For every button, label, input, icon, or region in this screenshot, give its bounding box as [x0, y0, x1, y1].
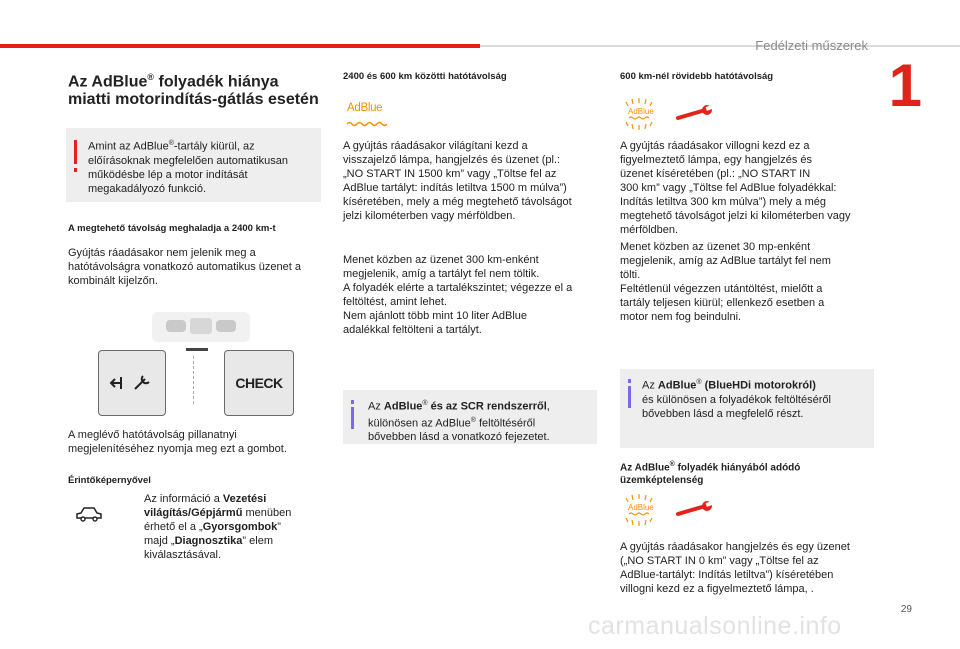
red-wrench-icon [676, 104, 716, 122]
adblue-icon-label: AdBlue [628, 107, 654, 116]
range-under-600-heading: 600 km-nél rövidebb hatótávolság [620, 71, 774, 82]
adblue-warning-icon [347, 102, 395, 128]
cluster-right-dial [216, 320, 236, 332]
range-subheading: A megtehető távolság meghaladja a 2400 km-t [68, 223, 276, 234]
adblue-icon-label: AdBlue [628, 503, 654, 512]
warning-bar-icon [74, 140, 77, 164]
adblue-icon-label: AdBlue [347, 102, 383, 114]
paragraph-check-button: A meglévő hatótávolság pillanatnyi megjelenítéséhez nyomja meg ezt a gombot. [68, 429, 287, 455]
info-bar-icon [628, 386, 631, 408]
header-red-bar [0, 44, 480, 48]
main-title: Az AdBlue® folyadék hiánya miatti motorindítás-gátlás esetén [68, 72, 319, 109]
touchscreen-instructions: Az információ a Vezetési világítás/Gépjármű menüben érhető el a „Gyorsgombok” majd „Diagnosztika” elem kiválasztásával. [144, 493, 292, 561]
section-title: Fedélzeti műszerek [755, 38, 868, 53]
info-note-scr: Az AdBlue® és az SCR rendszerről, különösen az AdBlue® feltöltéséről bővebben lásd a vonatkozó fejezetet. [343, 390, 597, 444]
warning-note: Amint az AdBlue®-tartály kiürül, az előírásoknak megfelelően automatikusan működésbe lép a motor indítását megakadályozó funkció. [66, 128, 321, 202]
adblue-flashing-icon-group-2 [618, 494, 718, 526]
red-wrench-icon [676, 500, 716, 518]
check-button-box[interactable] [224, 350, 294, 416]
inoperable-heading: Az AdBlue® folyadék hiányából adódó üzemképtelenség [620, 461, 801, 487]
info-bar-icon [351, 407, 354, 429]
info-dot-icon [351, 400, 354, 404]
info-note-bluehdi: Az AdBlue® (BlueHDi motorokról) és különösen a folyadékok feltöltéséről bővebben lásd a megfelelő részt. [620, 369, 874, 448]
cluster-display [152, 312, 250, 342]
paragraph-flashing-warning: A gyújtás ráadásakor villogni kezd ez a figyelmeztető lámpa, egy hangjelzés és üzenet kíséretében (pl.: „NO START IN 300 km” vagy „Töltse fel AdBlue folyadékkal: Indítás letiltva 300 km múlva”) mely a még megtehető távolságot jelzi ki kilométerben vagy mérföldben. [620, 140, 851, 236]
chapter-number: 1 [888, 52, 922, 119]
paragraph-driving-message: Menet közben az üzenet 300 km-enként megjelenik, amíg a tartályt fel nem töltik. A folyadék elérte a tartalékszintet; végezze el a feltöltést, amint lehet. Nem ajánlott több mint 10 liter AdBlue adalékkal feltölteni a tartályt. [343, 254, 573, 336]
paragraph-zero-km: A gyújtás ráadásakor hangjelzés és egy üzenet („NO START IN 0 km” vagy „Töltse fel az AdBlue-tartályt: Indítás letiltva”) kíséretében villogni kezd ez a figyelmeztető lámpa, . [620, 541, 850, 595]
adblue-flashing-icon-group [618, 98, 718, 130]
check-button-label: CHECK [235, 375, 283, 391]
maintenance-warning-box [98, 350, 166, 416]
watermark: carmanualsonline.info [588, 612, 842, 640]
dashed-divider [193, 356, 194, 404]
paragraph-auto-message: Gyújtás ráadásakor nem jelenik meg a hatótávolságra vonatkozó automatikus üzenet a kombinált kijelzőn. [68, 247, 301, 287]
service-wrench-icon [107, 373, 157, 393]
info-dot-icon [628, 379, 631, 383]
cluster-left-dial [166, 320, 186, 332]
warning-dot-icon [74, 168, 77, 172]
cluster-center-screen [190, 318, 212, 334]
paragraph-driving-30s: Menet közben az üzenet 30 mp-enként megjelenik, amíg az AdBlue tartályt fel nem tölti. Feltétlenül végezzen utántöltést, mielőtt a tartály teljesen kiürül; ellenkező esetben a motor nem fog beindulni. [620, 241, 831, 323]
paragraph-ignition-warning: A gyújtás ráadásakor világítani kezd a visszajelző lámpa, hangjelzés és üzenet (pl.: „NO START IN 1500 km” vagy „Töltse fel az AdBlue tartályt: indítás letiltva 1500 m múlva”) kíséretében, mely a még megtehető távolságot jelzi kilométerben vagy mérföldben. [343, 140, 572, 222]
header-grey-bar [480, 45, 960, 47]
page-number: 29 [900, 604, 912, 615]
steering-column-icon [186, 348, 208, 351]
touchscreen-heading: Érintőképernyővel [68, 475, 151, 486]
adblue-wave-icon [347, 121, 387, 127]
range-2400-600-heading: 2400 és 600 km közötti hatótávolság [343, 71, 507, 82]
dashboard-illustration [96, 312, 296, 412]
car-icon [74, 505, 104, 525]
